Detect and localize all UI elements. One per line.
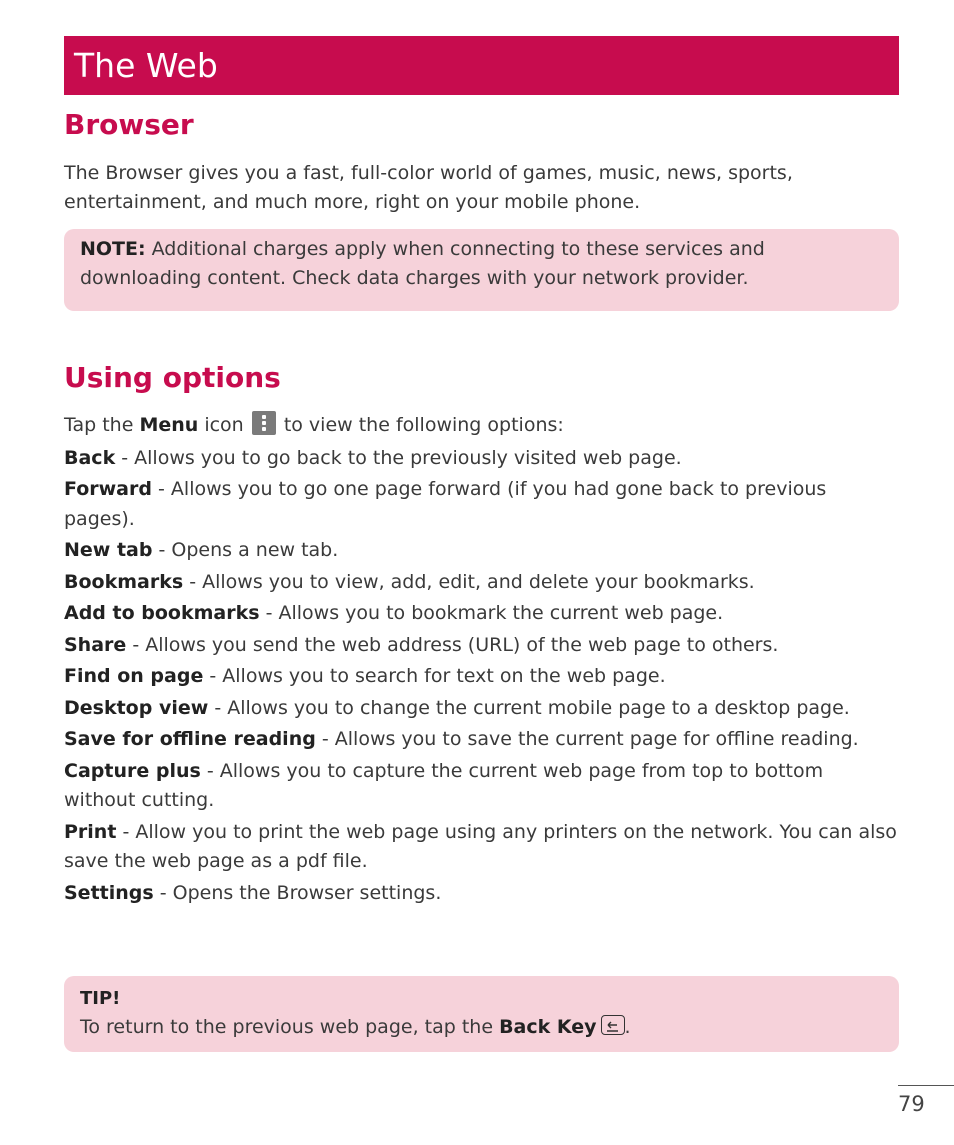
using-options-heading: Using options <box>64 361 281 394</box>
option-item <box>64 725 898 755</box>
page-number-rule <box>898 1085 954 1086</box>
back-key-label: Back Key <box>499 1016 597 1038</box>
tip-box <box>64 976 899 1052</box>
option-term: Settings <box>64 881 154 904</box>
option-item <box>64 694 898 724</box>
tip-label: TIP! <box>80 988 121 1009</box>
option-term: Add to bookmarks <box>64 602 260 624</box>
option-item <box>64 757 898 816</box>
option-item <box>64 475 898 534</box>
option-desc: - Allows you to view, add, edit, and delete your bookmarks. <box>183 570 755 593</box>
options-list <box>64 411 898 910</box>
option-term: Bookmarks <box>64 570 184 593</box>
option-desc: - Allows you to capture the current web page from top to bottom without cutting. <box>64 759 824 811</box>
option-term: Capture plus <box>64 759 201 782</box>
chapter-title-bar <box>64 36 899 95</box>
back-key-icon <box>601 1015 625 1035</box>
option-item <box>64 662 898 692</box>
option-desc: - Opens the Browser settings. <box>153 881 442 904</box>
option-term: Back <box>64 446 116 469</box>
option-desc: - Allow you to print the web page using any printers on the network. You can also save the web page as a pdf file. <box>64 820 897 872</box>
note-body: Additional charges apply when connecting to these services and downloading content. Check data charges with your network provider. <box>80 238 765 289</box>
option-items <box>64 444 898 909</box>
tip-text: To return to the previous web page, tap the Back Key . <box>80 1016 631 1038</box>
option-item <box>64 599 898 629</box>
option-item <box>64 818 898 877</box>
browser-intro: The Browser gives you a fast, full-color world of games, music, news, sports, entertainment, and much more, right on your mobile phone. <box>64 162 793 213</box>
chapter-title: The Web <box>74 46 218 85</box>
option-desc: - Allows you to go one page forward (if you had gone back to previous pages). <box>64 478 827 530</box>
option-term: Forward <box>64 478 152 500</box>
option-item <box>64 536 898 566</box>
page-number: 79 <box>898 1092 925 1116</box>
note-label: NOTE: <box>80 238 146 260</box>
option-term: Share <box>64 633 127 656</box>
tap-instruction: Tap the Menu icon to view the following options: <box>64 411 898 441</box>
menu-label: Menu <box>139 414 199 436</box>
note-box <box>64 229 899 311</box>
option-term: Find on page <box>64 665 204 687</box>
browser-heading: Browser <box>64 108 194 141</box>
option-desc: - Allows you to bookmark the current web page. <box>259 602 724 624</box>
option-term: Save for offline reading <box>64 728 316 750</box>
option-desc: - Allows you to change the current mobile page to a desktop page. <box>208 696 850 719</box>
option-desc: - Allows you to save the current page for offline reading. <box>315 728 859 750</box>
option-desc: - Allows you to go back to the previously visited web page. <box>115 446 682 469</box>
option-term: Desktop view <box>64 696 209 719</box>
note-text <box>80 235 883 293</box>
option-item <box>64 879 898 909</box>
menu-dots-icon <box>252 411 276 435</box>
option-item <box>64 444 898 474</box>
option-term: New tab <box>64 539 153 561</box>
option-desc: - Opens a new tab. <box>152 539 339 561</box>
option-term: Print <box>64 820 117 843</box>
option-desc: - Allows you send the web address (URL) of the web page to others. <box>126 633 779 656</box>
option-desc: - Allows you to search for text on the web page. <box>203 665 666 687</box>
option-item <box>64 568 898 598</box>
option-item <box>64 631 898 661</box>
